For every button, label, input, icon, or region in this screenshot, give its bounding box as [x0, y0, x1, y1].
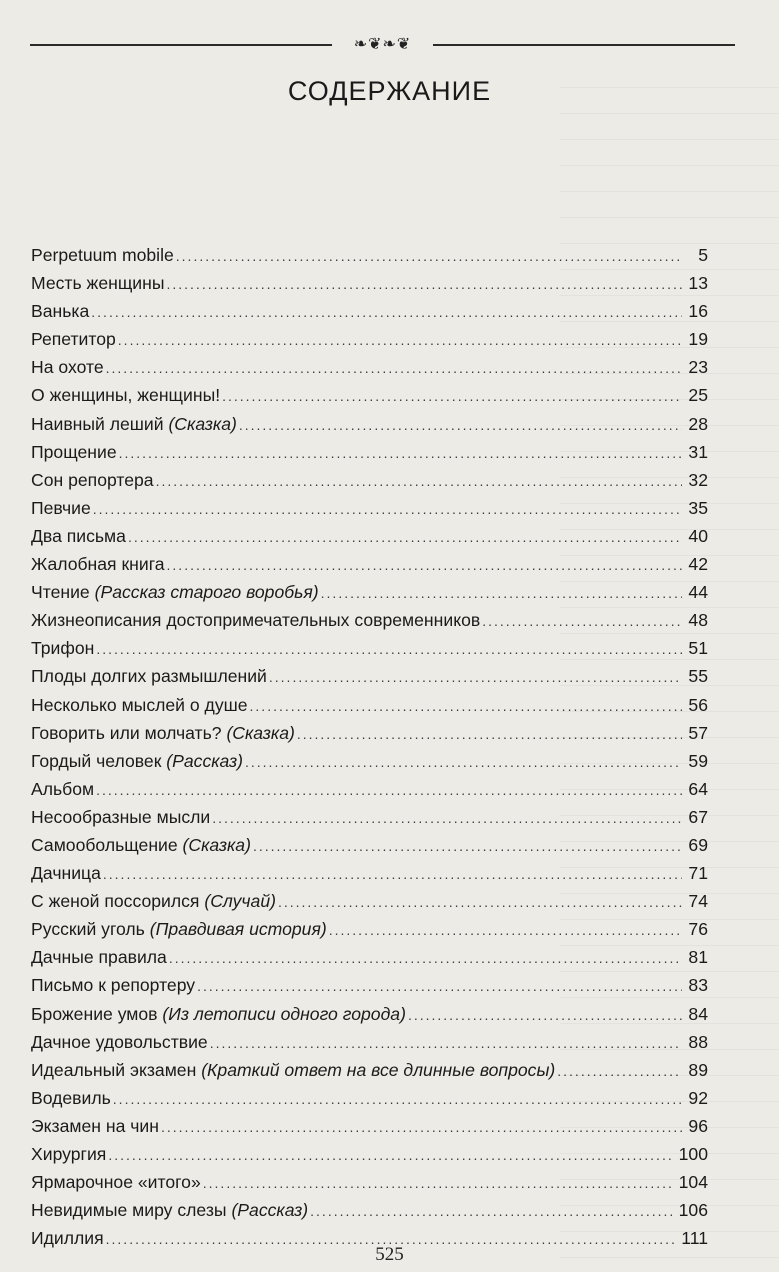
toc-entry-subtitle: (Сказка)	[168, 413, 237, 434]
toc-entry-title	[31, 691, 248, 719]
toc-entry-main-title: Жизнеописания достопримечательных современников	[31, 610, 481, 631]
toc-entry-main-title: Письмо к репортеру	[31, 975, 196, 996]
toc-entry-page: 106	[678, 1200, 708, 1221]
dot-leader	[128, 523, 682, 551]
dot-leader	[212, 804, 682, 832]
toc-entry[interactable]	[31, 1168, 708, 1196]
dot-leader	[156, 467, 682, 495]
toc-entry-title	[31, 803, 210, 831]
toc-entry[interactable]	[31, 1112, 708, 1140]
dot-leader	[297, 720, 682, 748]
toc-entry-title	[31, 297, 89, 325]
toc-entry-main-title: Несообразные мысли	[31, 806, 211, 827]
toc-entry[interactable]	[31, 1196, 708, 1224]
toc-entry-page: 32	[688, 469, 708, 490]
toc-entry[interactable]	[31, 634, 708, 662]
dot-leader	[108, 1141, 674, 1169]
toc-entry-subtitle: (Сказка)	[182, 834, 251, 855]
toc-entry-subtitle: (Рассказ)	[231, 1200, 309, 1221]
toc-entry-title	[31, 438, 117, 466]
dot-leader	[482, 607, 682, 635]
toc-entry-title	[31, 747, 243, 775]
toc-entry[interactable]	[31, 1056, 708, 1084]
toc-entry-title	[31, 1084, 111, 1112]
toc-entry-main-title: Водевиль	[31, 1087, 111, 1108]
toc-entry-page: 42	[688, 554, 708, 575]
toc-entry-subtitle: (Из летописи одного города)	[162, 1003, 406, 1024]
toc-entry-main-title: Perpetuum mobile	[31, 245, 174, 265]
toc-entry-title	[31, 887, 276, 915]
toc-entry-title	[31, 831, 251, 859]
toc-entry-main-title: Гордый человек	[31, 750, 167, 771]
toc-entry-page: 48	[688, 610, 708, 631]
toc-entry[interactable]	[31, 662, 708, 690]
toc-entry-title	[31, 775, 94, 803]
dot-leader	[557, 1057, 682, 1085]
toc-entry-page: 96	[688, 1115, 708, 1136]
toc-entry[interactable]	[31, 747, 708, 775]
toc-entry[interactable]	[31, 381, 708, 409]
toc-entry-page: 51	[688, 638, 708, 659]
toc-entry-main-title: Дачные правила	[31, 947, 167, 968]
toc-entry-main-title: Брожение умов	[31, 1003, 163, 1024]
toc-entry-title	[31, 1056, 555, 1084]
toc-entry-page: 104	[678, 1172, 708, 1193]
toc-entry[interactable]	[31, 522, 708, 550]
dot-leader	[103, 860, 682, 888]
toc-entry[interactable]	[31, 803, 708, 831]
dot-leader	[161, 1113, 682, 1141]
toc-entry[interactable]	[31, 691, 708, 719]
toc-entry-subtitle: (Рассказ)	[166, 750, 243, 771]
toc-entry-title	[31, 494, 91, 522]
dot-leader	[239, 411, 682, 439]
toc-entry[interactable]	[31, 1084, 708, 1112]
dot-leader	[91, 298, 682, 326]
dot-leader	[203, 1169, 675, 1197]
dot-leader	[408, 1001, 682, 1029]
toc-entry[interactable]	[31, 410, 708, 438]
toc-entry[interactable]	[31, 297, 708, 325]
toc-entry-page: 74	[688, 891, 708, 912]
toc-entry-main-title: Чтение	[31, 582, 95, 603]
toc-entry-title	[31, 634, 94, 662]
toc-entry-main-title: Самообольщение	[31, 834, 183, 855]
toc-entry-page: 83	[688, 975, 708, 996]
dot-leader	[310, 1197, 674, 1225]
toc-entry-main-title: С женой поссорился	[31, 891, 205, 912]
toc-entry-page: 100	[678, 1144, 708, 1164]
toc-entry-page: 92	[688, 1087, 708, 1108]
header-ornament	[30, 34, 735, 56]
toc-entry-subtitle: (Случай)	[204, 891, 276, 912]
dot-leader	[245, 748, 682, 776]
toc-entry-main-title: Сон репортера	[31, 469, 154, 490]
toc-entry[interactable]	[31, 606, 708, 634]
dot-leader	[169, 944, 682, 972]
toc-entry-title	[31, 410, 237, 438]
toc-entry-title	[31, 943, 167, 971]
toc-entry[interactable]	[31, 719, 708, 747]
toc-entry-main-title: Невидимые миру слезы	[31, 1200, 232, 1221]
toc-entry-title	[31, 522, 126, 550]
dot-leader	[167, 551, 682, 579]
dot-leader	[329, 916, 682, 944]
toc-entry[interactable]	[31, 971, 708, 999]
toc-entry-title	[31, 1000, 406, 1028]
toc-entry-page: 35	[688, 497, 708, 518]
dot-leader	[96, 635, 682, 663]
toc-entry-main-title: Ванька	[31, 301, 90, 322]
toc-entry-page: 88	[688, 1031, 708, 1052]
toc-entry[interactable]	[31, 775, 708, 803]
toc-entry-page: 28	[688, 413, 708, 434]
toc-entry-page: 69	[688, 834, 708, 855]
toc-entry-subtitle: (Краткий ответ на все длинные вопросы)	[201, 1059, 556, 1080]
table-of-contents	[31, 241, 708, 1252]
toc-entry-main-title: Хирургия	[31, 1144, 107, 1164]
toc-entry[interactable]	[31, 269, 708, 297]
toc-entry-page: 89	[688, 1059, 708, 1080]
toc-entry-page: 16	[688, 301, 708, 322]
toc-entry-title	[31, 578, 319, 606]
toc-entry-title	[31, 719, 295, 747]
toc-entry[interactable]	[31, 438, 708, 466]
toc-entry[interactable]	[31, 578, 708, 606]
toc-entry-title	[31, 1028, 208, 1056]
toc-entry-main-title: Прощение	[31, 441, 117, 462]
dot-leader	[96, 776, 682, 804]
toc-entry[interactable]	[31, 550, 708, 578]
toc-entry-page: 71	[688, 863, 708, 884]
toc-entry[interactable]	[31, 887, 708, 915]
dot-leader	[321, 579, 682, 607]
toc-entry-title	[31, 971, 195, 999]
toc-entry-page: 40	[688, 525, 708, 546]
toc-entry[interactable]	[31, 1140, 708, 1168]
page-title: СОДЕРЖАНИЕ	[287, 76, 492, 106]
toc-entry-main-title: Экзамен на чин	[31, 1115, 159, 1136]
dot-leader	[118, 326, 682, 354]
toc-entry[interactable]	[31, 353, 708, 381]
toc-entry-page: 44	[688, 582, 708, 603]
toc-entry-title	[31, 859, 101, 887]
ornament-rule-left	[30, 44, 332, 46]
toc-entry-title	[31, 1196, 308, 1224]
toc-entry-title	[31, 269, 164, 297]
dot-leader	[119, 439, 682, 467]
toc-entry-title	[31, 466, 154, 494]
dot-leader	[210, 1029, 682, 1057]
toc-entry[interactable]	[31, 466, 708, 494]
toc-entry[interactable]	[31, 943, 708, 971]
flourish-icon: ❧❦❧❦	[353, 36, 412, 53]
toc-entry[interactable]	[31, 915, 708, 943]
toc-entry-main-title: Дачница	[31, 863, 101, 884]
toc-entry-main-title: На охоте	[31, 357, 104, 378]
toc-entry-main-title: Жалобная книга	[31, 554, 165, 575]
toc-entry[interactable]	[31, 1000, 708, 1028]
toc-entry-main-title: Дачное удовольствие	[31, 1031, 208, 1052]
dot-leader	[250, 692, 682, 720]
toc-entry-main-title: О женщины, женщины!	[31, 385, 221, 406]
toc-entry-main-title: Два письма	[31, 525, 126, 546]
toc-entry-page: 13	[688, 273, 708, 294]
toc-entry-title	[31, 550, 165, 578]
toc-entry[interactable]	[31, 241, 708, 269]
toc-entry-title	[31, 915, 327, 943]
dot-leader	[176, 242, 682, 270]
toc-entry-page: 64	[688, 778, 708, 799]
dot-leader	[166, 270, 682, 298]
toc-entry-page: 76	[688, 919, 708, 940]
toc-entry[interactable]	[31, 325, 708, 353]
toc-entry-page: 84	[688, 1003, 708, 1024]
dot-leader	[222, 382, 682, 410]
toc-entry-main-title: Плоды долгих размышлений	[31, 666, 267, 687]
page-number: 525	[375, 1244, 404, 1265]
toc-entry[interactable]	[31, 831, 708, 859]
toc-entry-title	[31, 1168, 201, 1196]
toc-entry-main-title: Трифон	[31, 638, 95, 659]
dot-leader	[106, 354, 682, 382]
toc-entry-title	[31, 606, 480, 634]
toc-entry-subtitle: (Правдивая история)	[149, 919, 327, 940]
toc-entry-page: 111	[681, 1228, 708, 1249]
dot-leader	[113, 1085, 682, 1113]
toc-entry-title	[31, 325, 116, 353]
toc-entry-page: 5	[698, 245, 708, 265]
toc-entry-main-title: Ярмарочное «итого»	[31, 1172, 201, 1193]
dot-leader	[93, 495, 682, 523]
toc-entry-page: 57	[688, 722, 708, 743]
toc-entry-page: 55	[688, 666, 708, 687]
toc-entry-page: 59	[688, 750, 708, 771]
toc-entry-main-title: Месть женщины	[31, 273, 165, 294]
toc-entry[interactable]	[31, 1028, 708, 1056]
ornament-rule-right	[433, 44, 735, 46]
toc-entry-main-title: Певчие	[31, 497, 91, 518]
toc-entry-subtitle: (Рассказ старого воробья)	[94, 582, 319, 603]
toc-entry-title	[31, 662, 267, 690]
toc-entry-page: 81	[688, 947, 708, 968]
toc-entry-title	[31, 353, 104, 381]
toc-entry-title	[31, 241, 174, 269]
toc-entry[interactable]	[31, 494, 708, 522]
toc-entry[interactable]	[31, 859, 708, 887]
toc-entry-main-title: Идиллия	[31, 1228, 104, 1249]
toc-entry-main-title: Альбом	[31, 778, 95, 799]
toc-entry-page: 25	[688, 385, 708, 406]
dot-leader	[269, 663, 682, 691]
dot-leader	[197, 972, 682, 1000]
toc-entry-main-title: Русский уголь	[31, 919, 150, 940]
toc-entry-page: 19	[688, 329, 708, 350]
toc-entry-title	[31, 381, 220, 409]
toc-entry-main-title: Наивный леший	[31, 413, 169, 434]
toc-entry-page: 56	[688, 694, 708, 715]
toc-entry-page: 23	[688, 357, 708, 378]
toc-entry-main-title: Репетитор	[31, 329, 116, 350]
dot-leader	[278, 888, 682, 916]
toc-entry-page: 67	[688, 806, 708, 827]
toc-entry-title	[31, 1112, 159, 1140]
dot-leader	[253, 832, 682, 860]
toc-entry-page: 31	[688, 441, 708, 462]
toc-entry-main-title: Говорить или молчать?	[31, 722, 227, 743]
toc-entry-main-title: Несколько мыслей о душе	[31, 694, 248, 715]
toc-entry-title	[31, 1140, 106, 1168]
toc-entry-subtitle: (Сказка)	[226, 722, 295, 743]
toc-entry-main-title: Идеальный экзамен	[31, 1059, 202, 1080]
